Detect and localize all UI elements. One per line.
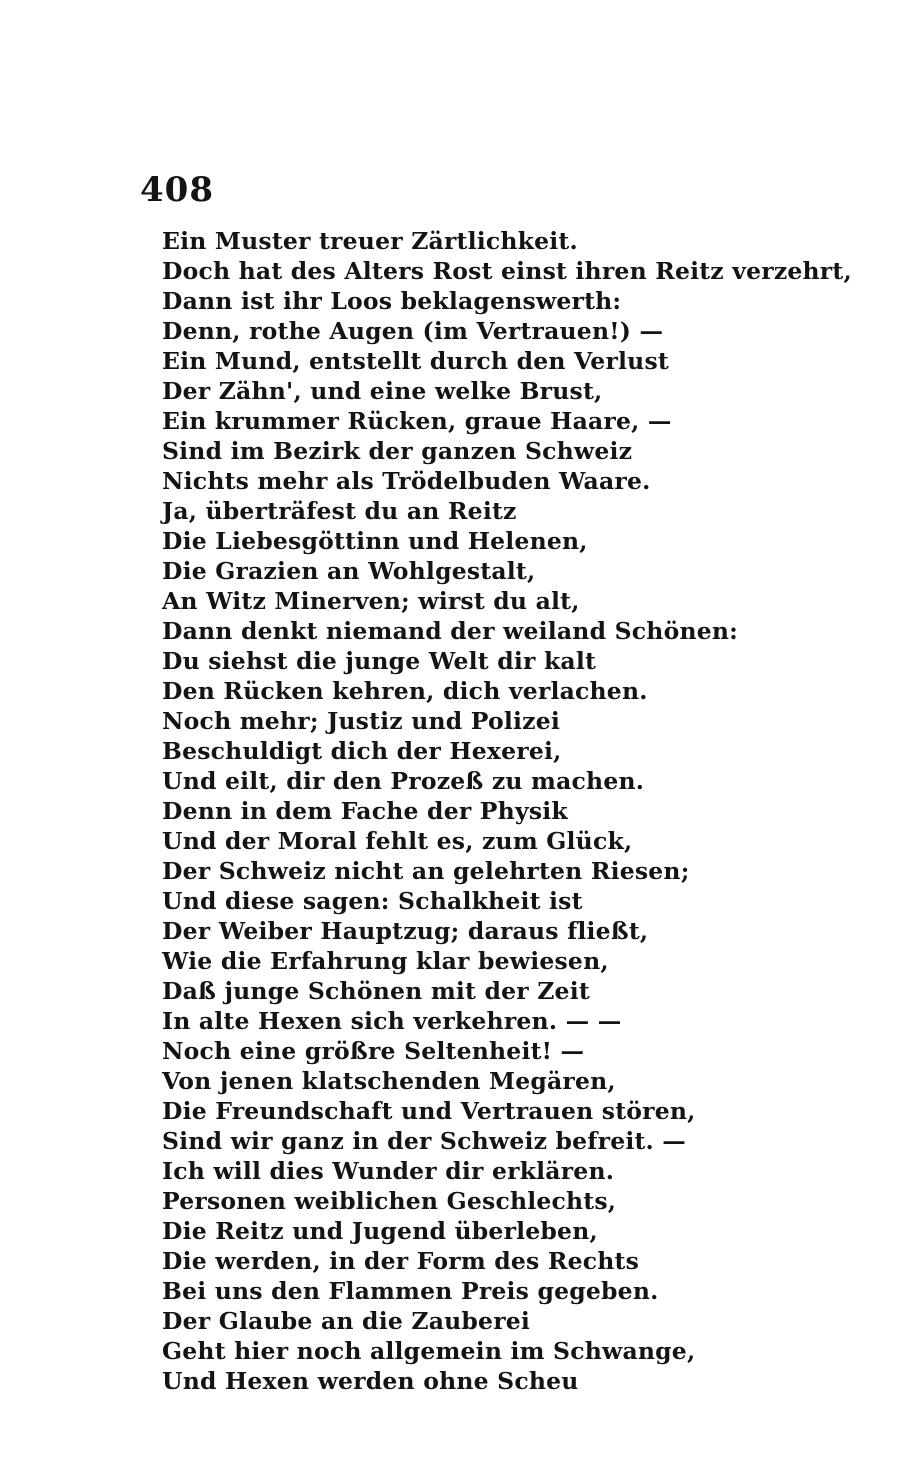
verse-line: Geht hier noch allgemein im Schwange, (162, 1337, 696, 1365)
verse-line: Dann ist ihr Loos beklagenswerth: (162, 287, 622, 315)
verse-line: Die werden, in der Form des Rechts (162, 1247, 640, 1275)
poem-text (162, 226, 862, 1396)
verse-line: Ja, überträfest du an Reitz (162, 497, 517, 525)
verse-line: Und Hexen werden ohne Scheu (162, 1367, 579, 1395)
verse-line: Sind wir ganz in der Schweiz befreit. — (162, 1127, 686, 1155)
verse-line: Ein krummer Rücken, graue Haare, — (162, 407, 672, 435)
verse-line: Personen weiblichen Geschlechts, (162, 1187, 617, 1215)
verse-line: Noch mehr; Justiz und Polizei (162, 707, 560, 735)
verse-line: Den Rücken kehren, dich verlachen. (162, 677, 648, 705)
verse-line: Der Zähn', und eine welke Brust, (162, 377, 603, 405)
verse-line: Ich will dies Wunder dir erklären. (162, 1157, 615, 1185)
verse-line: Denn, rothe Augen (im Vertrauen!) — (162, 317, 664, 345)
verse-line: Dann denkt niemand der weiland Schönen: (162, 617, 739, 645)
verse-line: Von jenen klatschenden Megären, (162, 1067, 616, 1095)
verse-line: Ein Muster treuer Zärtlichkeit. (162, 227, 578, 255)
verse-line: Nichts mehr als Trödelbuden Waare. (162, 467, 651, 495)
verse-line: Die Reitz und Jugend überleben, (162, 1217, 598, 1245)
verse-line: Denn in dem Fache der Physik (162, 797, 568, 825)
verse-line: Und diese sagen: Schalkheit ist (162, 887, 583, 915)
verse-line: Und der Moral fehlt es, zum Glück, (162, 827, 633, 855)
verse-line: Die Grazien an Wohlgestalt, (162, 557, 536, 585)
verse-line: Und eilt, dir den Prozeß zu machen. (162, 767, 645, 795)
verse-line: An Witz Minerven; wirst du alt, (162, 587, 580, 615)
verse-line: Du siehst die junge Welt dir kalt (162, 647, 597, 675)
verse-line: Noch eine größre Seltenheit! — (162, 1037, 585, 1065)
verse-line: Beschuldigt dich der Hexerei, (162, 737, 562, 765)
verse-line: Der Schweiz nicht an gelehrten Riesen; (162, 857, 690, 885)
verse-line: Wie die Erfahrung klar bewiesen, (162, 947, 609, 975)
verse-line: Sind im Bezirk der ganzen Schweiz (162, 437, 633, 465)
verse-line: Der Glaube an die Zauberei (162, 1307, 531, 1335)
verse-line: Die Liebesgöttinn und Helenen, (162, 527, 588, 555)
verse-line: Daß junge Schönen mit der Zeit (162, 977, 590, 1005)
verse-line: Die Freundschaft und Vertrauen stören, (162, 1097, 696, 1125)
verse-line: Der Weiber Hauptzug; daraus fließt, (162, 917, 649, 945)
verse-line: Doch hat des Alters Rost einst ihren Reitz verzehrt, (162, 257, 852, 285)
verse-line: In alte Hexen sich verkehren. — — (162, 1007, 622, 1035)
verse-line: Bei uns den Flammen Preis gegeben. (162, 1277, 659, 1305)
verse-line: Ein Mund, entstellt durch den Verlust (162, 347, 669, 375)
page-number: 408 (140, 170, 214, 210)
